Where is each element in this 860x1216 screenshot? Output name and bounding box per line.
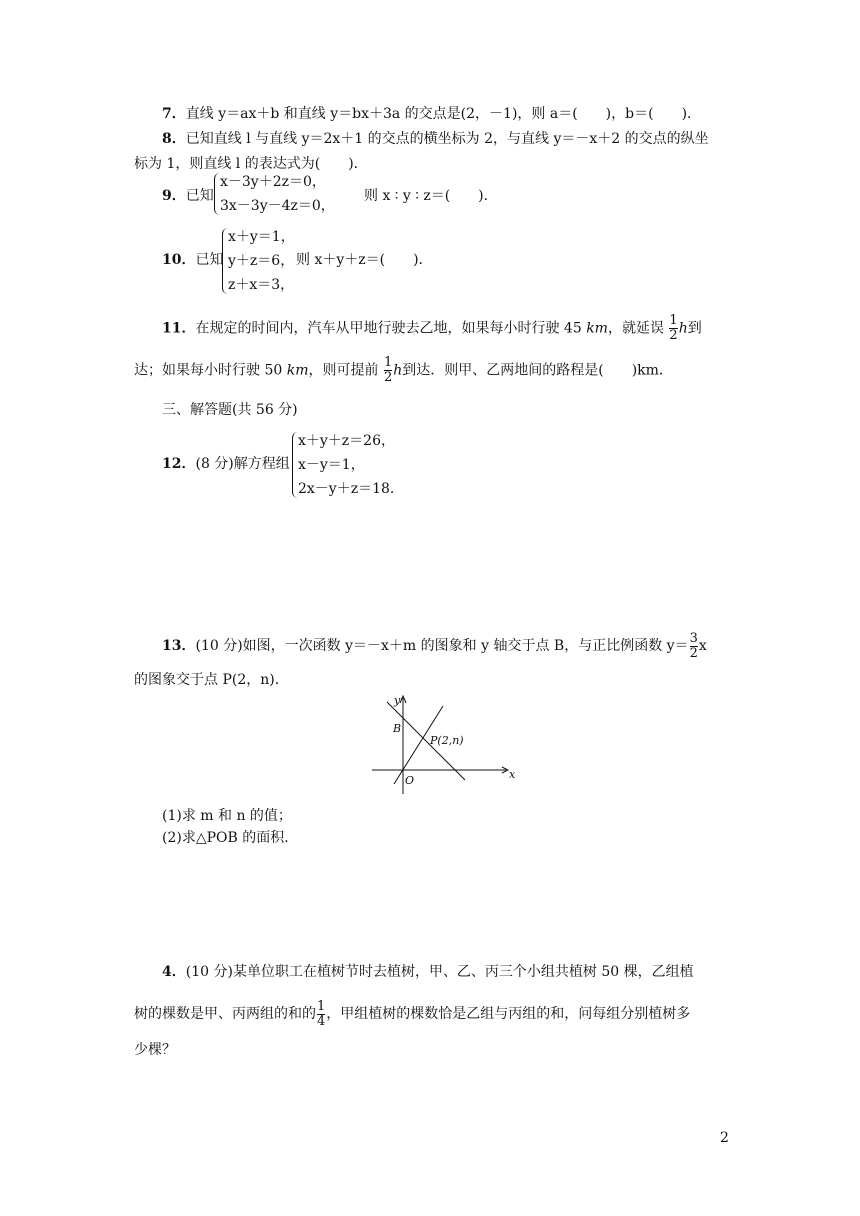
question-prefix: (8 分)解方程组 xyxy=(195,456,290,472)
unit-h: h xyxy=(393,362,403,379)
equation-1: x－3y＋2z＝0， xyxy=(220,174,326,190)
question-number: 11． xyxy=(162,320,196,337)
question-13-line-2: 的图象交于点 P(2，n)． xyxy=(134,672,289,688)
unit-km: km xyxy=(586,320,608,337)
question-prefix: 已知 xyxy=(185,188,214,204)
question-number: 9． xyxy=(162,188,186,204)
text-segment: 到达．则甲、乙两地间的路程是( )km． xyxy=(402,362,673,379)
question-14-line-2 xyxy=(134,998,690,1030)
text-segment: ，甲组植树的棵数恰是乙组与丙组的和，问每组分别植树多 xyxy=(326,1006,691,1022)
question-10 xyxy=(162,250,223,270)
fraction-three-halves xyxy=(690,632,698,661)
question-10-suffix: 则 x＋y＋z＝( )． xyxy=(296,252,433,268)
question-text: 直线 y＝ax＋b 和直线 y＝bx＋3a 的交点是(2，－1)，则 a＝( )，b＝( )． xyxy=(185,106,702,122)
question-prefix: 已知 xyxy=(195,252,224,268)
label-o: O xyxy=(405,774,415,787)
denominator: 2 xyxy=(383,370,393,385)
equation-1: x＋y＝1， xyxy=(228,229,295,245)
text-segment: (10 分)某单位职工在植树节时去植树，甲、乙、丙三个小组共植树 50 棵，乙组植 xyxy=(185,964,694,980)
text-segment: ，则可提前 xyxy=(308,362,379,379)
question-11-line-2 xyxy=(134,356,673,385)
unit-h: h xyxy=(678,320,688,337)
denominator: 4 xyxy=(317,1013,326,1029)
fraction-one-half xyxy=(384,356,392,385)
question-13-part-1: (1)求 m 和 n 的值； xyxy=(162,808,292,824)
question-12 xyxy=(162,454,290,474)
question-number: 7． xyxy=(162,106,186,122)
numerator: 1 xyxy=(317,998,326,1014)
label-b: B xyxy=(393,722,402,735)
fraction-one-half xyxy=(669,314,677,343)
numerator: 1 xyxy=(383,355,393,370)
question-8-line-2: 标为 1，则直线 l 的表达式为( )． xyxy=(134,156,368,172)
denominator: 2 xyxy=(669,328,678,343)
question-14-line-3: 少棵？ xyxy=(134,1042,176,1058)
equation-3: z＋x＝3， xyxy=(228,277,295,293)
question-9-suffix: 则 x ∶ y ∶ z＝( )． xyxy=(364,188,498,204)
function-graph-figure xyxy=(372,692,518,796)
text-segment: x xyxy=(698,638,707,654)
question-8-line-1 xyxy=(162,129,709,149)
question-number: 10． xyxy=(162,252,196,268)
equation-2: 3x－3y－4z＝0， xyxy=(220,198,335,214)
page-number: 2 xyxy=(720,1130,729,1146)
text-segment: 达；如果每小时行驶 50 xyxy=(134,362,283,379)
label-x: x xyxy=(509,768,516,781)
numerator: 3 xyxy=(689,630,698,646)
text-segment: (10 分)如图，一次函数 y＝－x＋m 的图象和 y 轴交于点 B，与正比例函数 y＝ xyxy=(195,638,689,654)
question-13-part-2: (2)求△POB 的面积． xyxy=(162,830,299,846)
text-segment: 树的棵数是甲、丙两组的和的 xyxy=(134,1006,316,1022)
question-number: 8． xyxy=(162,131,186,147)
label-p: P(2,n) xyxy=(430,734,464,747)
unit-km: km xyxy=(286,362,309,379)
section-heading: 三、解答题(共 56 分) xyxy=(162,402,298,418)
question-14-line-1 xyxy=(162,962,694,982)
question-7 xyxy=(162,104,701,124)
question-11-line-1 xyxy=(162,314,702,343)
text-segment: 到 xyxy=(687,320,702,337)
question-number: 12． xyxy=(162,456,196,472)
fraction-one-quarter xyxy=(317,1000,325,1029)
question-text: 已知直线 l 与直线 y＝2x＋1 的交点的横坐标为 2，与直线 y＝－x＋2 的交点的纵坐 xyxy=(185,131,709,147)
question-number: 4． xyxy=(162,964,186,980)
text-segment: 在规定的时间内，汽车从甲地行驶去乙地，如果每小时行驶 45 xyxy=(195,320,582,337)
denominator: 2 xyxy=(689,645,698,661)
text-segment: ，就延误 xyxy=(607,320,664,337)
label-y: y xyxy=(394,694,401,707)
equation-1: x＋y＋z＝26， xyxy=(298,433,395,449)
question-13-line-1 xyxy=(162,630,707,662)
equation-3: 2x－y＋z＝18． xyxy=(298,481,404,497)
question-number: 13． xyxy=(162,638,196,654)
equation-2: y＋z＝6， xyxy=(228,253,295,269)
equation-2: x－y＝1， xyxy=(298,457,365,473)
numerator: 1 xyxy=(669,313,678,328)
question-9 xyxy=(162,186,214,206)
